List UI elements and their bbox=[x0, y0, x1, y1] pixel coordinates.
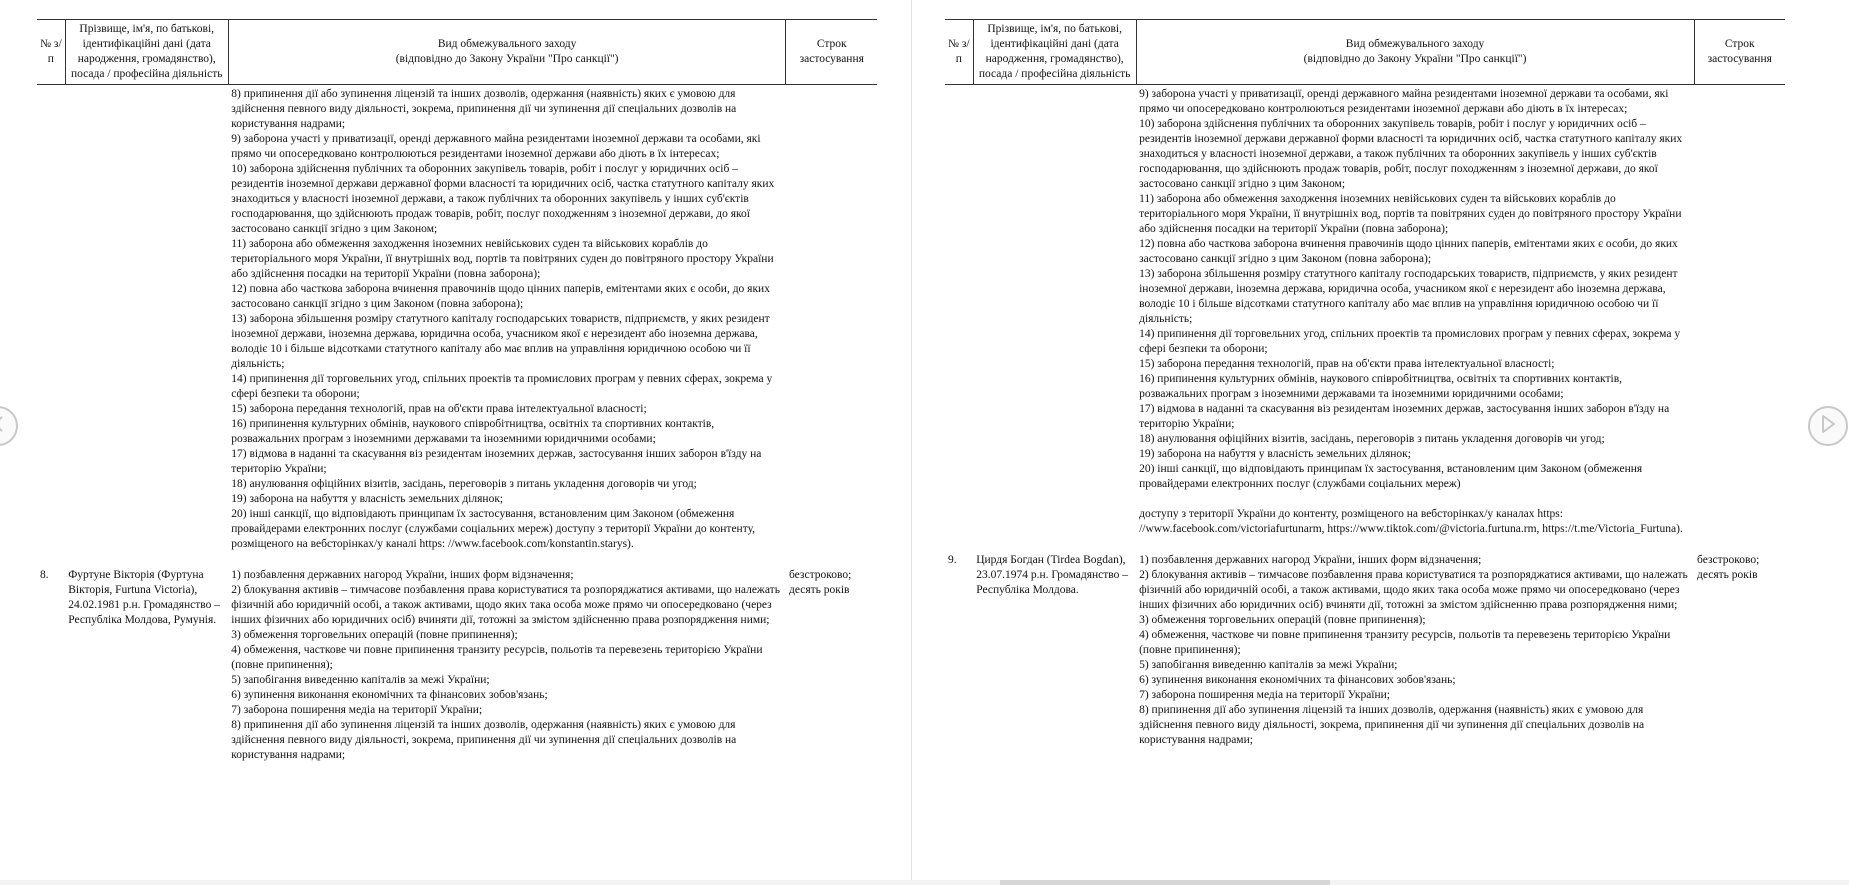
continuation-name-cell bbox=[973, 85, 1136, 538]
table-row bbox=[945, 537, 1785, 748]
measures-list bbox=[1139, 553, 1691, 748]
list-item: 16) припинення культурних обмінів, наукового співробітництва, освітніх та спортивних контактів, розважальних програм з іноземними державами та іноземними юридичними особами; bbox=[231, 418, 715, 445]
list-item: 13) заборона збільшення розміру статутного капіталу господарських товариств, підприємств, у яких резидент іноземної держави, іноземна держава, юридична особа, учасником якої є нерезидент або іноземна держава, володіє 10 і більше відсотками статутного капіталу або має вплив на управління юридичною особою чи її діяльність; bbox=[231, 313, 770, 370]
header-measure-line1: Вид обмежувального заходу bbox=[1345, 38, 1485, 50]
play-triangle-icon bbox=[1820, 415, 1836, 438]
list-item: 20) інші санкції, що відповідають принципам їх застосування, встановленим цим Законом (обмеження провайдерами електронних послуг (службами соціальних мереж) доступу з території України до контенту, розміщеного на вебсторінках/у каналі https: //www.facebook.com/konstantin.starys). bbox=[231, 508, 756, 550]
continuation-measures-cell bbox=[228, 85, 786, 553]
list-item: 19) заборона на набуття у власність земельних ділянок; bbox=[1139, 448, 1411, 460]
list-item: 12) повна або часткова заборона вчинення правочинів щодо цінних паперів, емітентами яких є особи, до яких застосовано санкції згідно з цим Законом (повна заборона); bbox=[231, 283, 770, 310]
list-item: 17) відмова в наданні та скасування віз резидентам іноземних держав, застосування інших заборон в'їзду на територію України; bbox=[1139, 403, 1670, 430]
header-term: Строк застосування bbox=[1694, 20, 1785, 85]
table-header-row bbox=[37, 20, 877, 85]
header-measure-line2: (відповідно до Закону України "Про санкції") bbox=[1303, 53, 1527, 65]
list-item: 16) припинення культурних обмінів, наукового співробітництва, освітніх та спортивних контактів, розважальних програм з іноземними державами та іноземними юридичними особами; bbox=[1139, 373, 1623, 400]
list-item: 18) анулювання офіційних візитів, засідань, переговорів з питань укладення договорів чи угод; bbox=[231, 478, 697, 490]
scrollbar-thumb[interactable] bbox=[1000, 880, 1330, 885]
list-item: 14) припинення дії торговельних угод, спільних проектів та промислових програм у певних сферах, зокрема у сфері безпеки та оборони; bbox=[1139, 328, 1681, 355]
continuation-name-cell bbox=[65, 85, 228, 553]
person-name: Цирдя Богдан (Tirdea Bogdan), 23.07.1974 р.н. Громадянство – Республіка Молдова. bbox=[976, 554, 1129, 596]
list-item: 4) обмеження, часткове чи повне припинення транзиту ресурсів, польотів та перевезень територією України (повне припинення); bbox=[231, 644, 763, 671]
person-term: безстроково; десять років bbox=[1697, 554, 1760, 581]
list-item: 10) заборона здійснення публічних та оборонних закупівель товарів, робіт і послуг у юридичних осіб – резидентів іноземної держави державної форми власності та юридичних осіб, частка статутного капіталу яких знаходиться у власності іноземної держави, а також публічних та оборонних закупівель у інших суб'єктів господарювання, що здійснюють продаж товарів, робіт, послуг походженням з іноземної держави, до якої застосовано санкції згідно з цим Законом; bbox=[1139, 118, 1683, 190]
header-measure bbox=[228, 20, 786, 85]
header-measure-line1: Вид обмежувального заходу bbox=[437, 38, 577, 50]
list-item: 9) заборона участі у приватизації, оренді державного майна резидентами іноземної держави та особами, які прямо чи опосередковано контролюються резидентами іноземної держави або діють в їх інтересах; bbox=[1139, 88, 1669, 115]
list-item: 3) обмеження торговельних операцій (повне припинення); bbox=[231, 629, 518, 641]
list-item: 5) запобігання виведенню капіталів за межі України; bbox=[231, 674, 490, 686]
list-item: 6) зупинення виконання економічних та фінансових зобов'язань; bbox=[231, 689, 548, 701]
header-num: № з/п bbox=[945, 20, 973, 85]
list-item: 2) блокування активів – тимчасове позбавлення права користуватися та розпоряджатися активами, що належать фізичній або юридичній особі, а також активами, щодо яких така особа може прямо чи опосередковано (через інших фізичних або юридичних осіб) вчиняти дії, тотожні за змістом здійсненню права розпорядження ними; bbox=[1139, 569, 1688, 611]
list-item: 19) заборона на набуття у власність земельних ділянок; bbox=[231, 493, 504, 505]
list-item: 1) позбавлення державних нагород України, інших форм відзначення; bbox=[231, 569, 574, 581]
list-item: 9) заборона участі у приватизації, оренді державного майна резидентами іноземної держави та особами, які прямо чи опосередковано контролюються резидентами іноземної держави або діють в їх інтересах; bbox=[231, 133, 761, 160]
next-page-button[interactable] bbox=[1808, 406, 1848, 446]
person-measures-cell bbox=[228, 552, 786, 763]
continuation-term-cell bbox=[786, 85, 877, 553]
header-name: Прізвище, ім'я, по батькові, ідентифікаційні дані (дата народження, громадянство), посада / професійна діяльність bbox=[65, 20, 228, 85]
table-row-continuation bbox=[945, 85, 1785, 538]
continuation-term-cell bbox=[1694, 85, 1785, 538]
sanctions-table bbox=[37, 19, 877, 763]
measures-list bbox=[231, 568, 783, 763]
document-page-left bbox=[0, 0, 912, 885]
list-item: 12) повна або часткова заборона вчинення правочинів щодо цінних паперів, емітентами яких є особи, до яких застосовано санкції згідно з цим Законом (повна заборона); bbox=[1139, 238, 1678, 265]
row-number: 9. bbox=[948, 554, 957, 566]
list-item: 11) заборона або обмеження заходження іноземних невійськових суден та військових кораблів до територіального моря України, її внутрішніх вод, портів та повітряних суден до повітряного простору України або здійснення посадки на території України (повна заборона); bbox=[1139, 193, 1682, 235]
table-header-row bbox=[945, 20, 1785, 85]
measures-list bbox=[231, 87, 783, 552]
page-divider bbox=[911, 0, 912, 885]
list-item: 6) зупинення виконання економічних та фінансових зобов'язань; bbox=[1139, 674, 1456, 686]
list-item: 8) припинення дії або зупинення ліцензій та інших дозволів, одержання (наявність) яких є умовою для здійснення певного виду діяльності, зокрема, припинення дії чи зупинення дії спеціальних дозволів на користування надрами; bbox=[231, 88, 737, 130]
list-item: 10) заборона здійснення публічних та оборонних закупівель товарів, робіт і послуг у юридичних осіб – резидентів іноземної держави державної форми власності та юридичних осіб, частка статутного капіталу яких знаходиться у власності іноземної держави, а також публічних та оборонних закупівель у інших суб'єктів господарювання, що здійснюють продаж товарів, робіт, послуг походженням з іноземної держави, до якої застосовано санкції згідно з цим Законом; bbox=[231, 163, 775, 235]
list-item: 1) позбавлення державних нагород України, інших форм відзначення; bbox=[1139, 554, 1482, 566]
list-item: 8) припинення дії або зупинення ліцензій та інших дозволів, одержання (наявність) яких є умовою для здійснення певного виду діяльності, зокрема, припинення дії чи зупинення дії спеціальних дозволів на користування надрами; bbox=[231, 719, 737, 761]
measures-list bbox=[1139, 87, 1691, 492]
table-row bbox=[37, 552, 877, 763]
header-measure-line2: (відповідно до Закону України "Про санкції") bbox=[395, 53, 619, 65]
list-item: 15) заборона передання технологій, прав на об'єкти права інтелектуальної власності; bbox=[1139, 358, 1555, 370]
blank-line bbox=[1139, 492, 1691, 507]
header-term: Строк застосування bbox=[786, 20, 877, 85]
list-item: 8) припинення дії або зупинення ліцензій та інших дозволів, одержання (наявність) яких є умовою для здійснення певного виду діяльності, зокрема, припинення дії чи зупинення дії спеціальних дозволів на користування надрами; bbox=[1139, 704, 1645, 746]
continuation-num-cell bbox=[37, 85, 65, 553]
list-item: 5) запобігання виведенню капіталів за межі України; bbox=[1139, 659, 1398, 671]
continuation-num-cell bbox=[945, 85, 973, 538]
list-item: 7) заборона поширення медіа на території України; bbox=[231, 704, 483, 716]
list-item: 7) заборона поширення медіа на території України; bbox=[1139, 689, 1391, 701]
list-item: 20) інші санкції, що відповідають принципам їх застосування, встановленим цим Законом (обмеження провайдерами електронних послуг (службами соціальних мереж) bbox=[1139, 463, 1643, 490]
continuation-measures-cell bbox=[1136, 85, 1694, 538]
list-item: 14) припинення дії торговельних угод, спільних проектів та промислових програм у певних сферах, зокрема у сфері безпеки та оборони; bbox=[231, 373, 773, 400]
list-item: 4) обмеження, часткове чи повне припинення транзиту ресурсів, польотів та перевезень територією України (повне припинення); bbox=[1139, 629, 1671, 656]
continuation-tail: доступу з території України до контенту, розміщеного на вебсторінках/у каналах https: //www.facebook.com/victoriafurtunarm, https://www.tiktok.com/@victoria.furtuna.rm, https://t.me/Victoria_Furtuna). bbox=[1139, 508, 1683, 535]
header-name: Прізвище, ім'я, по батькові, ідентифікаційні дані (дата народження, громадянство), посада / професійна діяльність bbox=[973, 20, 1136, 85]
list-item: 13) заборона збільшення розміру статутного капіталу господарських товариств, підприємств, у яких резидент іноземної держави, іноземна держава, юридична особа, учасником якої є нерезидент або іноземна держава, володіє 10 і більше відсотками статутного капіталу або має вплив на управління юридичною особою чи її діяльність; bbox=[1139, 268, 1678, 325]
list-item: 17) відмова в наданні та скасування віз резидентам іноземних держав, застосування інших заборон в'їзду на територію України; bbox=[231, 448, 762, 475]
sanctions-table bbox=[945, 19, 1785, 748]
list-item: 11) заборона або обмеження заходження іноземних невійськових суден та військових кораблів до територіального моря України, її внутрішніх вод, портів та повітряних суден до повітряного простору України або здійснення посадки на території України (повна заборона); bbox=[231, 238, 774, 280]
row-number: 8. bbox=[40, 569, 49, 581]
person-measures-cell bbox=[1136, 537, 1694, 748]
chevron-left-icon bbox=[0, 416, 5, 437]
list-item: 15) заборона передання технологій, прав на об'єкти права інтелектуальної власності; bbox=[231, 403, 647, 415]
horizontal-scrollbar[interactable] bbox=[0, 880, 1849, 885]
person-name: Фуртуне Вікторія (Фуртуна Вікторія, Furtuna Victoria), 24.02.1981 р.н. Громадянство – Республіка Молдова, Румунія. bbox=[68, 569, 221, 626]
table-row-continuation bbox=[37, 85, 877, 553]
document-page-right bbox=[913, 0, 1849, 885]
list-item: 3) обмеження торговельних операцій (повне припинення); bbox=[1139, 614, 1426, 626]
list-item: 2) блокування активів – тимчасове позбавлення права користуватися та розпоряджатися активами, що належать фізичній або юридичній особі, а також активами, щодо яких така особа може прямо чи опосередковано (через інших фізичних або юридичних осіб) вчиняти дії, тотожні за змістом здійсненню права розпорядження ними; bbox=[231, 584, 780, 626]
header-measure bbox=[1136, 20, 1694, 85]
list-item: 18) анулювання офіційних візитів, засідань, переговорів з питань укладення договорів чи угод; bbox=[1139, 433, 1605, 445]
person-term: безстроково; десять років bbox=[788, 569, 852, 596]
header-num: № з/п bbox=[37, 20, 65, 85]
